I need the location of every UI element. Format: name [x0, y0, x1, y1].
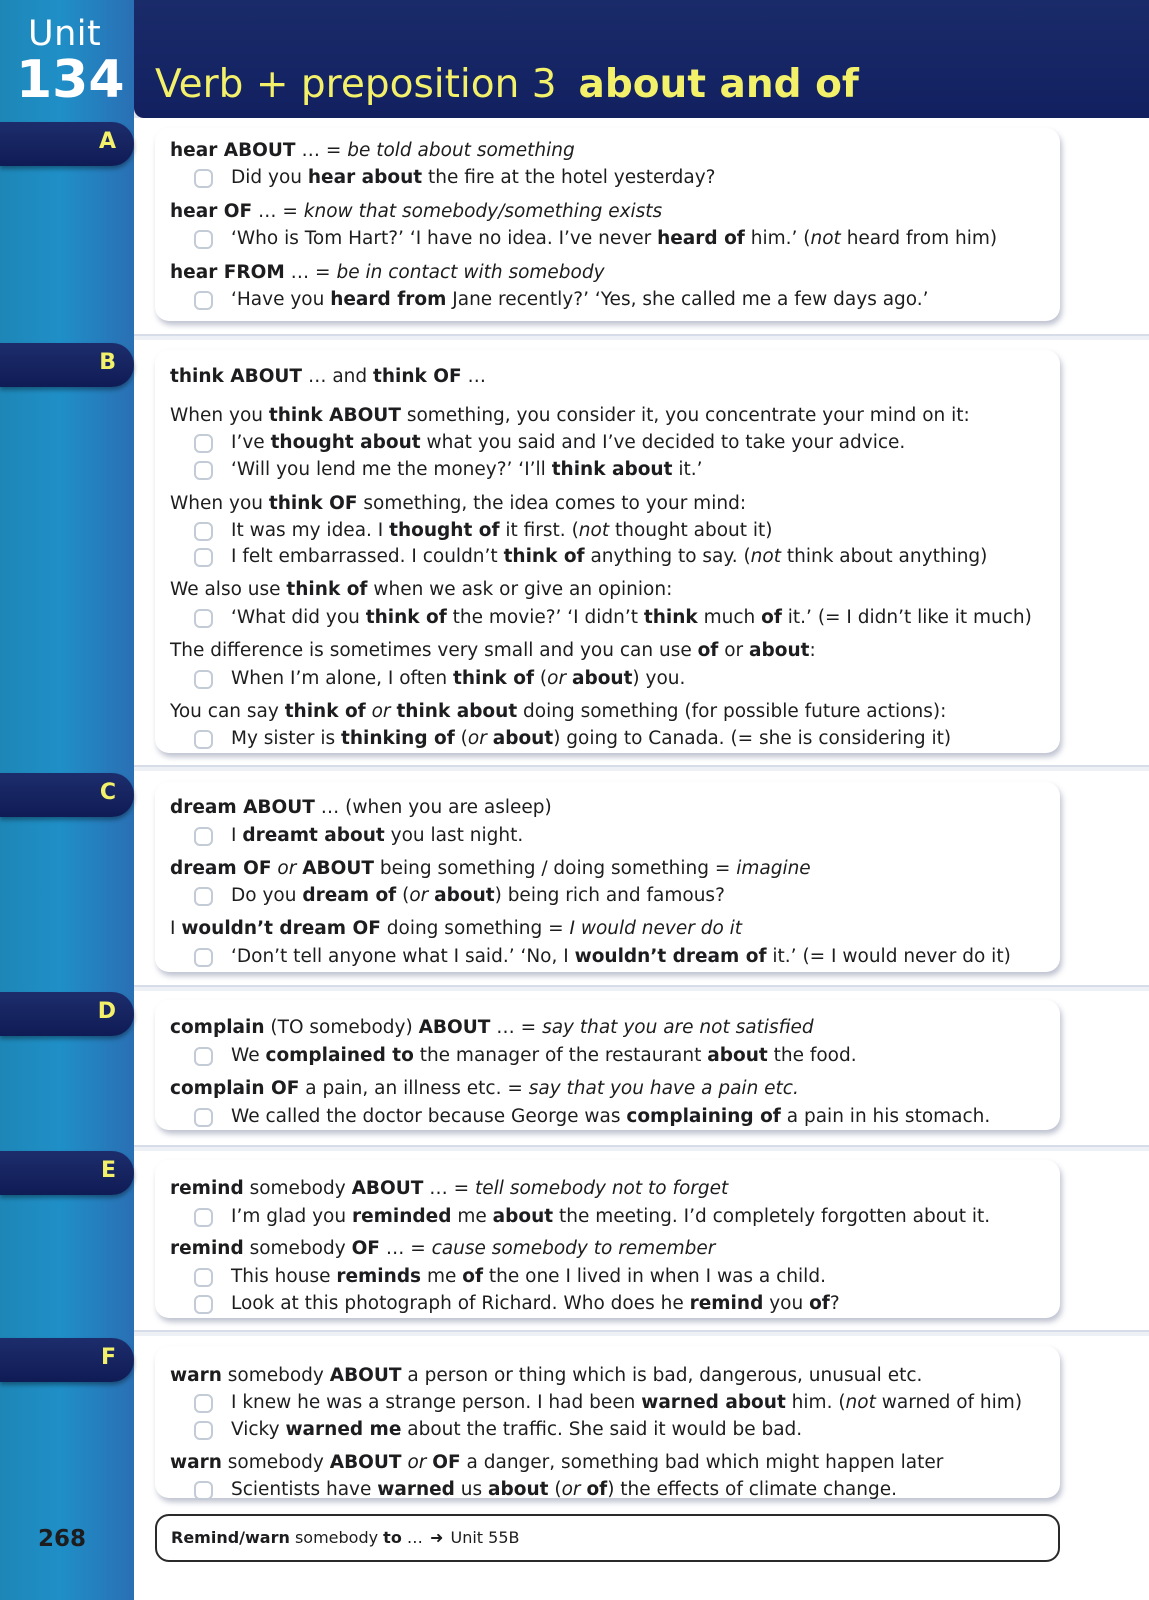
- bold-phrase: dream OF: [170, 858, 272, 879]
- example-bullet-icon: [194, 1421, 213, 1440]
- text-segment: This house: [231, 1266, 337, 1287]
- rule-line: [170, 1177, 728, 1201]
- text-segment: it first. (: [499, 520, 579, 541]
- text-segment: somebody: [243, 1238, 352, 1259]
- cross-reference-text: [171, 1528, 519, 1547]
- text-segment: the food.: [767, 1045, 857, 1066]
- text-segment: anything to say. (: [584, 546, 751, 567]
- example-bullet-icon: [194, 730, 213, 749]
- bold-phrase: OF: [432, 1452, 461, 1473]
- section-tab-a: [0, 122, 134, 166]
- section-tab-d: [0, 992, 134, 1036]
- italic-phrase: not: [810, 228, 841, 249]
- bold-phrase: of: [761, 607, 782, 628]
- bold-phrase: dreamt about: [242, 825, 385, 846]
- example-line: [231, 1391, 1022, 1415]
- example-bullet-icon: [194, 461, 213, 480]
- italic-phrase: say that you are not satisfied: [542, 1017, 814, 1038]
- rule-line: [170, 492, 746, 516]
- text-segment: much: [697, 607, 762, 628]
- arrow-right-icon: ➜: [429, 1528, 444, 1547]
- bold-phrase: about: [492, 1206, 554, 1227]
- text-segment: ) being rich and famous?: [494, 885, 725, 906]
- text-segment: ?: [829, 1293, 840, 1314]
- text-segment: … =: [252, 201, 304, 222]
- example-line: [231, 824, 523, 848]
- bold-phrase: wouldn’t dream of: [574, 946, 767, 967]
- text-segment: the movie?’ ‘I didn’t: [446, 607, 644, 628]
- text-segment: … =: [490, 1017, 543, 1038]
- text-segment: think about anything): [780, 546, 988, 567]
- text-segment: ‘Will you lend me the money?’ ‘I’ll: [231, 459, 552, 480]
- example-bullet-icon: [194, 1047, 213, 1066]
- text-segment: I: [231, 825, 243, 846]
- text-segment: thought about it): [609, 520, 773, 541]
- section-tab-b: [0, 343, 134, 387]
- text-segment: When you: [170, 405, 269, 426]
- text-segment: Did you: [231, 167, 308, 188]
- text-segment: :: [809, 640, 816, 661]
- bold-phrase: think of: [453, 668, 535, 689]
- bold-phrase: about: [749, 640, 810, 661]
- text-segment: somebody: [243, 1178, 352, 1199]
- text-segment: ‘What did you: [231, 607, 366, 628]
- text-segment: My sister is: [231, 728, 341, 749]
- section-divider: [134, 985, 1149, 991]
- bold-phrase: think: [643, 607, 698, 628]
- example-line: [231, 1044, 857, 1068]
- bold-phrase: warned: [377, 1479, 455, 1500]
- text-segment: ‘Have you: [231, 289, 331, 310]
- example-bullet-icon: [194, 1268, 213, 1287]
- text-segment: … =: [379, 1238, 432, 1259]
- text-segment: a pain in his stomach.: [780, 1106, 991, 1127]
- rule-line: [170, 700, 946, 724]
- italic-phrase: or: [371, 701, 391, 722]
- example-bullet-icon: [194, 609, 213, 628]
- bold-phrase: remind: [689, 1293, 764, 1314]
- rule-line: [170, 365, 486, 389]
- italic-phrase: or: [467, 728, 487, 749]
- text-segment: doing something =: [380, 918, 570, 939]
- section-letter: A: [98, 129, 116, 154]
- rule-line: [170, 796, 552, 820]
- bold-phrase: warned about: [641, 1392, 786, 1413]
- section-letter: D: [97, 999, 116, 1024]
- example-bullet-icon: [194, 1481, 213, 1500]
- text-segment: him. (: [785, 1392, 846, 1413]
- example-line: [231, 227, 997, 251]
- italic-phrase: be told about something: [347, 140, 575, 161]
- italic-phrase: or: [547, 668, 567, 689]
- example-line: [231, 727, 951, 751]
- bold-phrase: warned me: [285, 1419, 402, 1440]
- text-segment: him.’ (: [744, 228, 811, 249]
- bold-phrase: dream ABOUT: [170, 797, 315, 818]
- text-segment: heard from him): [840, 228, 998, 249]
- example-bullet-icon: [194, 230, 213, 249]
- bold-phrase: think ABOUT: [268, 405, 401, 426]
- ref-unit-link[interactable]: Unit 55B: [445, 1528, 520, 1547]
- bold-phrase: warn: [170, 1365, 222, 1386]
- section-divider: [134, 765, 1149, 771]
- text-segment: the manager of the restaurant: [413, 1045, 708, 1066]
- bold-phrase: of: [809, 1293, 830, 1314]
- text-segment: or: [718, 640, 750, 661]
- italic-phrase: not: [578, 520, 610, 541]
- section-divider: [134, 1330, 1149, 1336]
- italic-phrase: or: [277, 858, 297, 879]
- italic-phrase: be in contact with somebody: [336, 262, 605, 283]
- example-bullet-icon: [194, 291, 213, 310]
- text-segment: … =: [423, 1178, 476, 1199]
- text-segment: ) you.: [632, 668, 686, 689]
- italic-phrase: or: [409, 885, 429, 906]
- example-line: [231, 431, 905, 455]
- example-line: [231, 1205, 990, 1229]
- section-tab-c: [0, 773, 134, 817]
- bold-phrase: heard from: [330, 289, 447, 310]
- text-segment: being something / doing something =: [374, 858, 737, 879]
- bold-phrase: ABOUT: [302, 858, 374, 879]
- example-line: [231, 1418, 802, 1442]
- example-line: [231, 166, 716, 190]
- rule-line: [170, 404, 970, 428]
- example-bullet-icon: [194, 434, 213, 453]
- text-segment: Scientists have: [231, 1479, 378, 1500]
- bold-phrase: remind: [170, 1178, 244, 1199]
- text-segment: I felt embarrassed. I couldn’t: [231, 546, 504, 567]
- text-segment: … (when you are asleep): [314, 797, 552, 818]
- example-bullet-icon: [194, 1108, 213, 1127]
- text-segment: I’m glad you: [231, 1206, 352, 1227]
- text-segment: the fire at the hotel yesterday?: [422, 167, 716, 188]
- text-segment: doing something (for possible future actions):: [517, 701, 947, 722]
- bold-phrase: of: [697, 640, 719, 661]
- rule-line: [170, 1016, 814, 1040]
- bold-phrase: remind: [170, 1238, 244, 1259]
- text-segment: … =: [295, 140, 348, 161]
- text-segment: Do you: [231, 885, 303, 906]
- rule-line: [170, 917, 742, 941]
- example-line: [231, 458, 702, 482]
- unit-number: 134: [16, 50, 125, 110]
- section-divider: [134, 334, 1149, 340]
- text-segment: us: [454, 1479, 489, 1500]
- example-line: [231, 519, 772, 543]
- example-bullet-icon: [194, 169, 213, 188]
- bold-phrase: of: [586, 1479, 608, 1500]
- bold-phrase: thinking of: [341, 728, 455, 749]
- text-segment: a pain, an illness etc. =: [299, 1078, 529, 1099]
- text-segment: it.’ (= I would never do it): [766, 946, 1011, 967]
- bold-phrase: hear ABOUT: [170, 140, 296, 161]
- bold-phrase: hear FROM: [170, 262, 285, 283]
- rule-line: [170, 1077, 799, 1101]
- text-segment: you: [763, 1293, 810, 1314]
- example-bullet-icon: [194, 548, 213, 567]
- title-main: Verb + preposition 3: [155, 62, 557, 107]
- text-segment: When I’m alone, I often: [231, 668, 453, 689]
- text-segment: somebody: [221, 1452, 330, 1473]
- text-segment: Jane recently?’ ‘Yes, she called me a few days ago.’: [446, 289, 929, 310]
- text-segment: the meeting. I’d completely forgotten about it.: [553, 1206, 991, 1227]
- bold-phrase: wouldn’t dream OF: [181, 918, 381, 939]
- bold-phrase: thought about: [270, 432, 421, 453]
- section-tab-e: [0, 1151, 134, 1195]
- bold-phrase: ABOUT: [329, 1365, 402, 1386]
- text-segment: ‘Who is Tom Hart?’ ‘I have no idea. I’ve never: [231, 228, 658, 249]
- example-bullet-icon: [194, 1295, 213, 1314]
- text-segment: ) the effects of climate change.: [607, 1479, 897, 1500]
- bold-phrase: think OF: [373, 366, 462, 387]
- text-segment: (: [534, 668, 548, 689]
- cross-reference-box: [155, 1514, 1060, 1562]
- example-bullet-icon: [194, 522, 213, 541]
- section-letter: C: [99, 780, 116, 805]
- text-segment: the one I lived in when I was a child.: [483, 1266, 826, 1287]
- bold-phrase: complained to: [265, 1045, 414, 1066]
- page-title: [155, 62, 859, 107]
- bold-phrase: complain: [170, 1017, 265, 1038]
- example-bullet-icon: [194, 827, 213, 846]
- example-line: [231, 945, 1011, 969]
- italic-phrase: not: [750, 546, 781, 567]
- example-bullet-icon: [194, 887, 213, 906]
- text-segment: (: [548, 1479, 562, 1500]
- page-number: 268: [38, 1526, 87, 1552]
- bold-phrase: think OF: [268, 493, 358, 514]
- section-letter: F: [100, 1345, 116, 1370]
- rule-line: [170, 1451, 943, 1475]
- italic-phrase: tell somebody not to forget: [475, 1178, 729, 1199]
- section-letter: E: [100, 1158, 116, 1183]
- section-tab-f: [0, 1338, 134, 1382]
- bold-phrase: about: [492, 728, 554, 749]
- bold-phrase: about: [434, 885, 495, 906]
- italic-phrase: not: [845, 1392, 876, 1413]
- section-divider: [134, 1145, 1149, 1151]
- ref-keyword: to: [383, 1528, 402, 1547]
- bold-phrase: about: [571, 668, 633, 689]
- italic-phrase: imagine: [736, 858, 811, 879]
- example-line: [231, 545, 987, 569]
- bold-phrase: thought of: [389, 520, 500, 541]
- example-bullet-icon: [194, 948, 213, 967]
- text-segment: about the traffic. She said it would be bad.: [401, 1419, 803, 1440]
- text-segment: a danger, something bad which might happen later: [460, 1452, 944, 1473]
- example-line: [231, 1478, 897, 1502]
- text-segment: We called the doctor because George was: [231, 1106, 627, 1127]
- text-segment: somebody: [221, 1365, 330, 1386]
- rule-line: [170, 857, 811, 881]
- text-segment: … =: [284, 262, 337, 283]
- text-segment: (TO somebody): [264, 1017, 419, 1038]
- bold-phrase: heard of: [657, 228, 745, 249]
- title-bold: about and of: [578, 62, 859, 107]
- bold-phrase: hear OF: [170, 201, 253, 222]
- bold-phrase: ABOUT: [329, 1452, 402, 1473]
- rule-line: [170, 1237, 715, 1261]
- example-line: [231, 1265, 826, 1289]
- text-segment: I’ve: [231, 432, 271, 453]
- bold-phrase: reminds: [336, 1266, 422, 1287]
- text-segment: I: [170, 918, 182, 939]
- text-segment: Look at this photograph of Richard. Who does he: [231, 1293, 690, 1314]
- text-segment: (: [396, 885, 410, 906]
- bold-phrase: think of: [503, 546, 585, 567]
- bold-phrase: complain OF: [170, 1078, 300, 1099]
- text-segment: I knew he was a strange person. I had been: [231, 1392, 642, 1413]
- bold-phrase: hear about: [307, 167, 423, 188]
- ref-text: …: [401, 1528, 428, 1547]
- text-segment: The difference is sometimes very small and you can use: [170, 640, 698, 661]
- text-segment: It was my idea. I: [231, 520, 390, 541]
- bold-phrase: ABOUT: [351, 1178, 424, 1199]
- ref-keyword: Remind/warn: [171, 1528, 290, 1547]
- rule-line: [170, 139, 575, 163]
- text-segment: You can say: [170, 701, 285, 722]
- text-segment: me: [421, 1266, 463, 1287]
- text-segment: Vicky: [231, 1419, 286, 1440]
- example-line: [231, 884, 725, 908]
- example-bullet-icon: [194, 1394, 213, 1413]
- bold-phrase: ABOUT: [418, 1017, 491, 1038]
- example-bullet-icon: [194, 670, 213, 689]
- bold-phrase: think ABOUT: [170, 366, 303, 387]
- section-letter: B: [99, 350, 116, 375]
- bold-phrase: warn: [170, 1452, 222, 1473]
- rule-line: [170, 200, 662, 224]
- bold-phrase: complaining of: [626, 1106, 781, 1127]
- text-segment: … and: [302, 366, 374, 387]
- text-segment: warned of him): [875, 1392, 1023, 1413]
- text-segment: something, you consider it, you concentrate your mind on it:: [400, 405, 970, 426]
- example-line: [231, 288, 929, 312]
- text-segment: you last night.: [384, 825, 524, 846]
- bold-phrase: dream of: [302, 885, 397, 906]
- example-line: [231, 606, 1032, 630]
- text-segment: me: [451, 1206, 493, 1227]
- bold-phrase: think about: [396, 701, 518, 722]
- text-segment: something, the idea comes to your mind:: [357, 493, 747, 514]
- text-segment: (: [454, 728, 468, 749]
- text-segment: when we ask or give an opinion:: [367, 579, 673, 600]
- rule-line: [170, 639, 816, 663]
- bold-phrase: think of: [284, 701, 366, 722]
- rule-line: [170, 578, 672, 602]
- italic-phrase: or: [561, 1479, 581, 1500]
- text-segment: …: [461, 366, 487, 387]
- bold-phrase: think of: [365, 607, 447, 628]
- rule-line: [170, 1364, 922, 1388]
- example-line: [231, 1105, 990, 1129]
- text-segment: ‘Don’t tell anyone what I said.’ ‘No, I: [231, 946, 575, 967]
- text-segment: it.’ (= I didn’t like it much): [781, 607, 1032, 628]
- rule-line: [170, 261, 605, 285]
- bold-phrase: about: [707, 1045, 768, 1066]
- italic-phrase: say that you have a pain etc.: [528, 1078, 799, 1099]
- text-segment: When you: [170, 493, 269, 514]
- text-segment: a person or thing which is bad, dangerous, unusual etc.: [401, 1365, 923, 1386]
- text-segment: ) going to Canada. (= she is considering it): [553, 728, 952, 749]
- bold-phrase: OF: [351, 1238, 380, 1259]
- italic-phrase: cause somebody to remember: [431, 1238, 716, 1259]
- text-segment: We also use: [170, 579, 287, 600]
- text-segment: what you said and I’ve decided to take your advice.: [420, 432, 906, 453]
- text-segment: We: [231, 1045, 266, 1066]
- bold-phrase: reminded: [351, 1206, 452, 1227]
- bold-phrase: think of: [286, 579, 368, 600]
- bold-phrase: think about: [551, 459, 673, 480]
- ref-text: somebody: [289, 1528, 384, 1547]
- italic-phrase: I would never do it: [569, 918, 743, 939]
- text-segment: it.’: [672, 459, 703, 480]
- italic-phrase: or: [407, 1452, 427, 1473]
- unit-label: Unit: [28, 14, 102, 54]
- example-line: [231, 1292, 840, 1316]
- example-line: [231, 667, 685, 691]
- bold-phrase: of: [462, 1266, 484, 1287]
- italic-phrase: know that somebody/something exists: [303, 201, 663, 222]
- example-bullet-icon: [194, 1208, 213, 1227]
- bold-phrase: about: [488, 1479, 549, 1500]
